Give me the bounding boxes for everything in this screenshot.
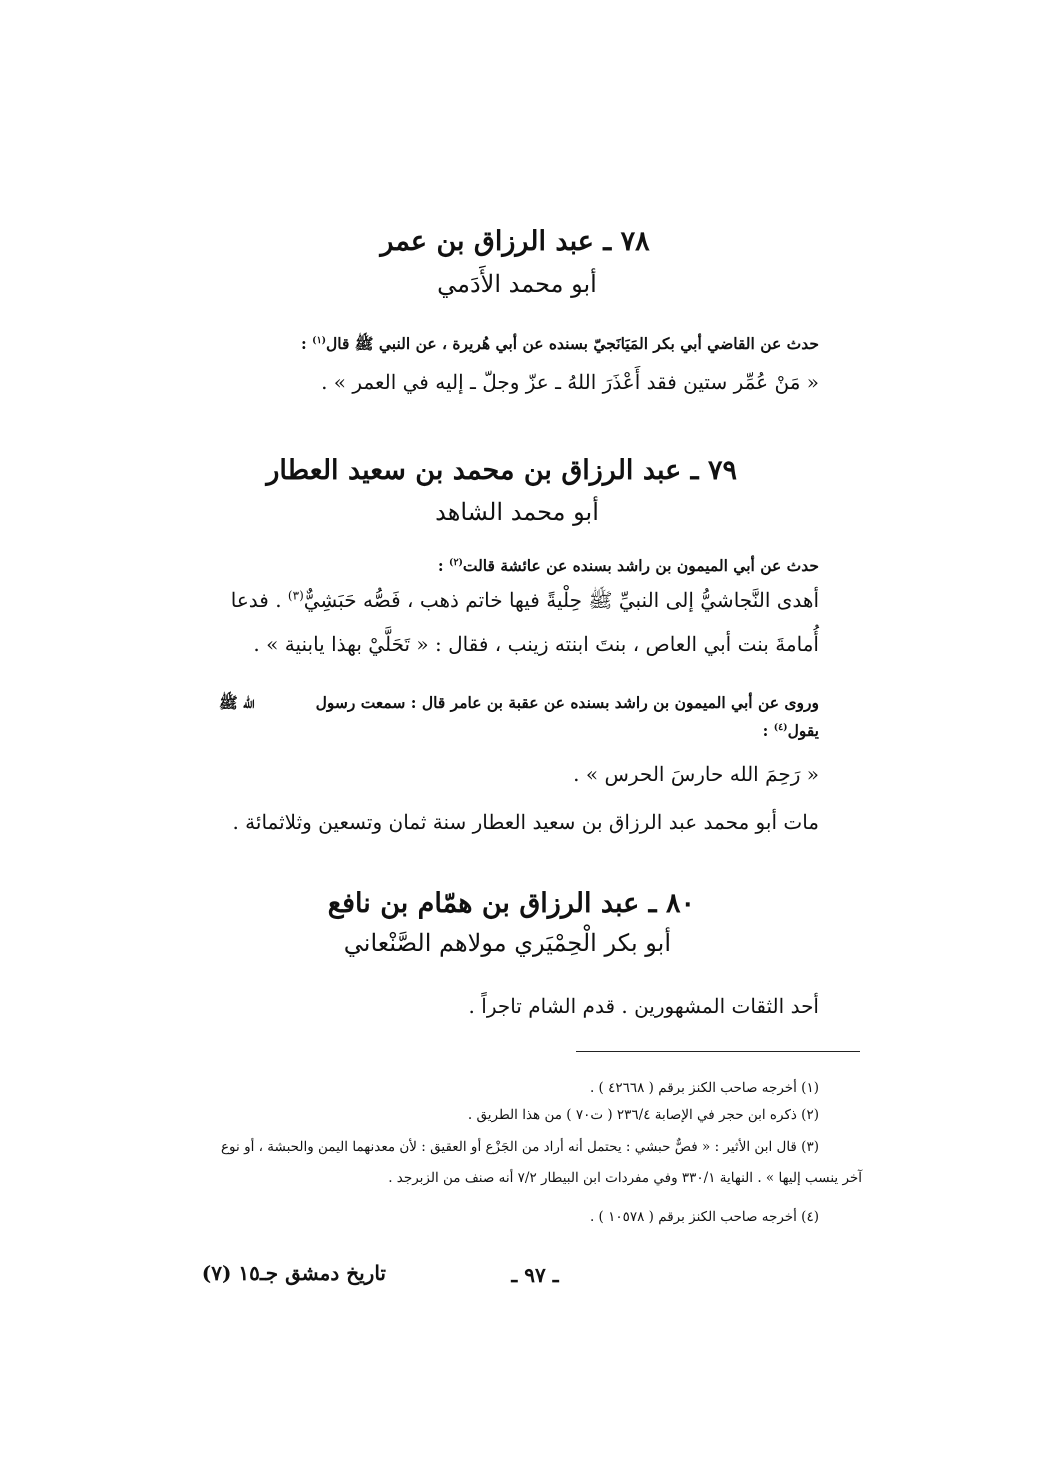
entry-78-hadith: « مَنْ عُمِّر ستين فقد أَعْذَرَ اللهُ ـ عزّ وجلّ ـ إليه في العمر » . (321, 370, 819, 394)
footnote-ref-1: (١) (312, 334, 326, 346)
entry-79-intro-2-line2: يقول$^{(٤)}$ : (762, 721, 819, 740)
footnote-separator (576, 1051, 860, 1052)
footnote-4: (٤) أخرجه صاحب الكنز برقم ( ١٠٥٧٨ ) . (589, 1209, 819, 1225)
entry-79-title: ٧٩ ـ عبد الرزاق بن محمد بن سعيد العطار (266, 455, 737, 486)
book-title-footer: تاريخ دمشق جـ١٥ (٧) (201, 1261, 386, 1285)
entry-79-intro: حدث عن أبي الميمون بن راشد بسنده عن عائشة قالت$^{(٢)}$ : (437, 556, 819, 575)
entry-80-title: ٨٠ ـ عبد الرزاق بن همّام بن نافع (327, 888, 695, 919)
entry-79-hadith-line2: أُمامةَ بنت أبي العاص ، بنتَ ابنته زينب ، فقال : « تَحَلَّيْ بهذا يابنية » . (253, 632, 819, 656)
entry-79-hadith-line1: أهدى النَّجاشيُّ إلى النبيِّ ﷺ حِلْيةً فيها خاتم ذهب ، فَصُّه حَبَشِيٌّ$^{(٣)}$ . فدعا (230, 588, 819, 612)
page-number: ـ ٩٧ ـ (511, 1263, 559, 1287)
entry-79-hadith-2: « رَحِمَ الله حارسَ الحرس » . (573, 762, 819, 786)
entry-79-subtitle: أبو محمد الشاهد (435, 498, 599, 526)
entry-80-subtitle: أبو بكر الْحِمْيَري مولاهم الصَّنْعاني (343, 929, 671, 957)
entry-78-title: ٧٨ ـ عبد الرزاق بن عمر (380, 226, 650, 257)
entry-79-death-note: مات أبو محمد عبد الرزاق بن سعيد العطار سنة ثمان وتسعين وثلاثمائة . (232, 810, 819, 834)
footnote-2: (٢) ذكره ابن حجر في الإصابة ٢٣٦/٤ ( ت٧٠ ) من هذا الطريق . (467, 1107, 819, 1123)
footnote-ref-2: (٢) (449, 556, 463, 568)
footnote-ref-4: (٤) (773, 721, 788, 733)
entry-79-intro-2-line1: وروى عن أبي الميمون بن راشد بسنده عن عقبة بن عامر قال : سمعت رسول الله ﷺ (219, 693, 819, 712)
footnote-3-line1: (٣) قال ابن الأثير : « فصٌّ حبشي : يحتمل أنه أراد من الجَزْع أو العقيق : لأن معدنهما اليمن والحبشة ، أو نوع (221, 1139, 819, 1155)
footnote-ref-3: (٣) (287, 588, 304, 603)
footnote-1: (١) أخرجه صاحب الكنز برقم ( ٤٢٦٦٨ ) . (589, 1080, 819, 1096)
entry-78-subtitle: أبو محمد الأَدَمي (437, 270, 597, 298)
entry-80-description: أحد الثقات المشهورين . قدم الشام تاجراً . (468, 994, 819, 1018)
footnote-3-line2: آخر ينسب إليها » . النهاية ٣٣٠/١ وفي مفردات ابن البيطار ٧/٢ أنه صنف من الزبرجد . (388, 1170, 862, 1186)
entry-78-intro: حدث عن القاضي أبي بكر المَيَانَجيّ بسنده عن أبي هُريرة ، عن النبي ﷺ قال$^{(١)}$ : (301, 334, 819, 353)
